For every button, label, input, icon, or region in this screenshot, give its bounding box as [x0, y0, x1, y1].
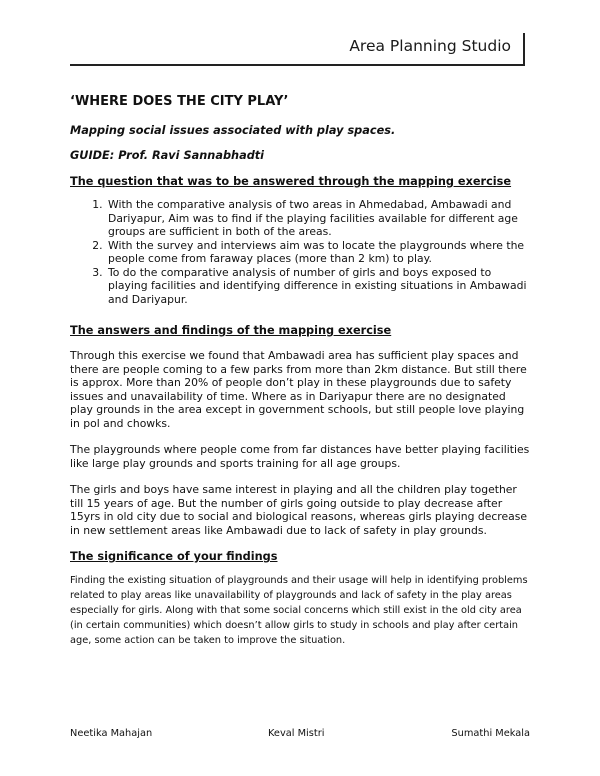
page-header — [70, 33, 525, 66]
answers-paragraph: The girls and boys have same interest in playing and all the children play together till 15 years of age. But the number of girls going outside to play decrease after 15yrs in old city due to social and biological reasons, whereas girls playing decrease in new settlement areas like Ambawadi due to lack of safety in play grounds. — [70, 483, 528, 537]
footer-author: Keval Mistri — [268, 728, 325, 739]
question-item: 3. To do the comparative analysis of number of girls and boys exposed to playing facilities and identifying difference in existing situations in Ambawadi and Dariyapur. — [106, 266, 530, 307]
document-subtitle: Mapping social issues associated with play spaces. — [70, 124, 396, 137]
significance-paragraph: Finding the existing situation of playgrounds and their usage will help in identifying problems related to play areas like unavailability of playgrounds and lack of safety in the play areas especially for girls. Along with that some social concerns which still exist in the old city area (in certain communities) which doesn’t allow girls to study in schools and play after certain age, some action can be taken to improve the situation. — [70, 575, 528, 646]
question-heading: The question that was to be answered through the mapping exercise — [70, 175, 512, 188]
question-item: 1. With the comparative analysis of two areas in Ahmedabad, Ambawadi and Dariyapur, Aim was to find if the playing facilities available for different age groups are sufficient in both of the areas. — [106, 198, 530, 239]
significance-heading: The significance of your findings — [70, 550, 278, 563]
footer-author: Sumathi Mekala — [451, 728, 530, 739]
question-item: 2. With the survey and interviews aim was to locate the playgrounds where the people come from faraway places (more than 2 km) to play. — [106, 239, 530, 266]
document-body — [70, 94, 530, 648]
footer-author: Neetika Mahajan — [70, 728, 153, 739]
document-guide: GUIDE: Prof. Ravi Sannabhadti — [70, 149, 265, 162]
answers-heading: The answers and findings of the mapping exercise — [70, 324, 392, 337]
answers-paragraph: The playgrounds where people come from far distances have better playing facilities like large play grounds and sports training for all age groups. — [70, 443, 530, 470]
header-divider — [523, 33, 525, 64]
question-list — [70, 198, 530, 306]
header-title: Area Planning Studio — [349, 37, 511, 55]
answers-paragraph: Through this exercise we found that Ambawadi area has sufficient play spaces and there are people coming to a few parks from more than 2km distance. But still there is approx. More than 20% of people don’t play in these playgrounds due to safety issues and unavailability of time. Where as in Dariyapur there are no designated play grounds in the area except in government schools, but still people love playing in pol and chowks. — [70, 349, 527, 430]
document-title: ‘WHERE DOES THE CITY PLAY’ — [70, 94, 289, 109]
